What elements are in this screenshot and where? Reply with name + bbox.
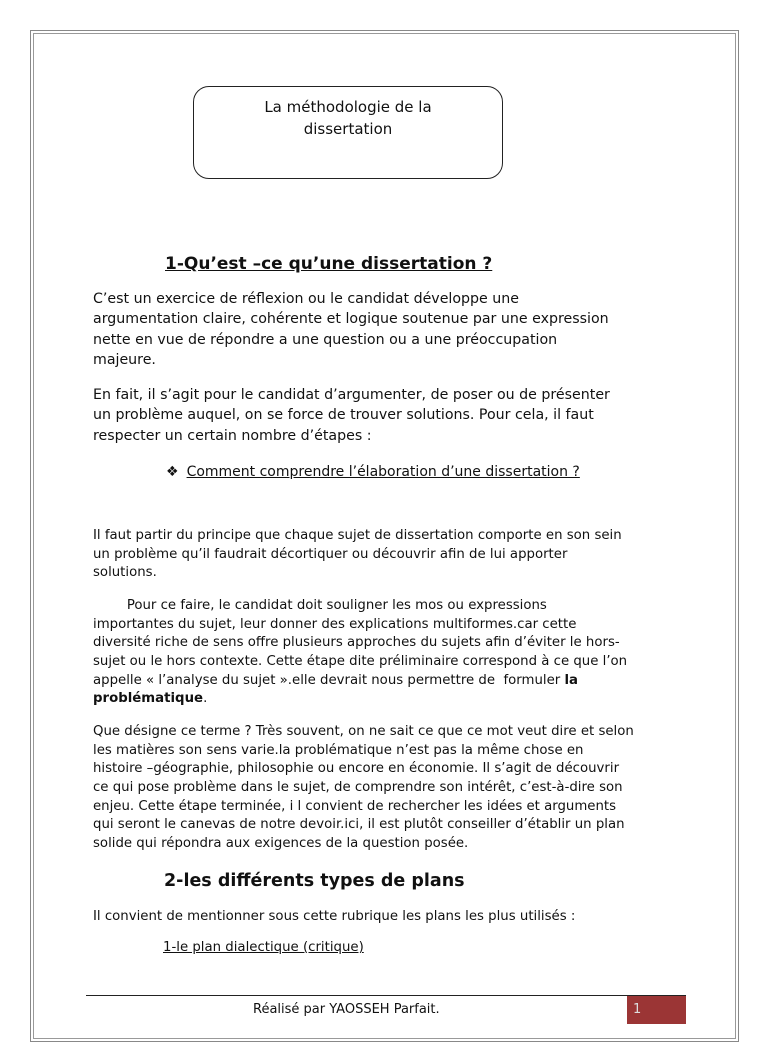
bold-term: problématique — [93, 691, 204, 707]
line: les matières son sens varie.la problématique n’est pas la même chose en — [93, 742, 584, 758]
line: qui seront le canevas de notre devoir.ici, il est plutôt conseiller d’établir un plan — [93, 817, 625, 833]
paragraph-5 — [93, 723, 634, 854]
line: Pour ce faire, le candidat doit souligner les mos ou expressions — [93, 598, 547, 613]
section-1-heading: 1-Qu’est –ce qu’une dissertation ? — [165, 254, 493, 274]
line: sujet ou le hors contexte. Cette étape dite préliminaire correspond à ce que l’on — [93, 654, 628, 670]
paragraph-3 — [93, 527, 622, 583]
title-box — [193, 86, 503, 179]
line: C’est un exercice de réflexion ou le candidat développe une — [93, 291, 520, 307]
line: solutions. — [93, 565, 157, 581]
subheading-plan-dialectique: 1-le plan dialectique (critique) — [163, 940, 364, 955]
line: argumentation claire, cohérente et logique soutenue par une expression — [93, 311, 609, 328]
bullet-text: Comment comprendre l’élaboration d’une dissertation ? — [186, 464, 580, 480]
line: un problème qu’il faudrait décortiquer ou découvrir afin de lui apporter — [93, 546, 568, 562]
line: majeure. — [93, 351, 156, 368]
text: appelle « l’analyse du sujet ».elle devrait nous permettre de formuler — [93, 672, 565, 688]
section-2-heading: 2-les différents types de plans — [164, 871, 465, 891]
text: . — [203, 691, 208, 707]
paragraph-4 — [93, 597, 627, 709]
diamond-bullet-icon: ❖ — [166, 464, 179, 480]
line — [93, 690, 627, 709]
line: nette en vue de répondre a une question ou a une préoccupation — [93, 331, 558, 348]
bullet-item — [166, 462, 580, 482]
line: Il faut partir du principe que chaque sujet de dissertation comporte en son sein — [93, 528, 622, 543]
bold-term: la — [564, 672, 578, 688]
line: diversité riche de sens offre plusieurs approches du sujets afin d’éviter le hors- — [93, 635, 620, 651]
line: En fait, il s’agit pour le candidat d’argumenter, de poser ou de présenter — [93, 387, 610, 403]
page-number: 1 — [627, 996, 686, 1024]
line: histoire –géographie, philosophie ou encore en économie. Il s’agit de découvrir — [93, 761, 620, 777]
line — [93, 672, 627, 691]
paragraph-1 — [93, 289, 609, 370]
line: solide qui répondra aux exigences de la question posée. — [93, 836, 469, 852]
line: enjeu. Cette étape terminée, i l convient de rechercher les idées et arguments — [93, 798, 617, 814]
footer-author: Réalisé par YAOSSEH Parfait. — [253, 1002, 440, 1017]
line: importantes du sujet, leur donner des explications multiformes.car cette — [93, 616, 577, 632]
title-line: La méthodologie de la — [264, 98, 432, 116]
paragraph-6: Il convient de mentionner sous cette rubrique les plans les plus utilisés : — [93, 909, 576, 924]
title-line: dissertation — [303, 120, 393, 138]
line: Que désigne ce terme ? Très souvent, on ne sait ce que ce mot veut dire et selon — [93, 724, 634, 739]
paragraph-2 — [93, 385, 610, 446]
line: ce qui pose problème dans le sujet, de comprendre son intérêt, c’est-à-dire son — [93, 780, 623, 796]
line: respecter un certain nombre d’étapes : — [93, 427, 372, 444]
footer-divider — [86, 995, 686, 996]
line: un problème auquel, on se force de trouver solutions. Pour cela, il faut — [93, 407, 594, 424]
